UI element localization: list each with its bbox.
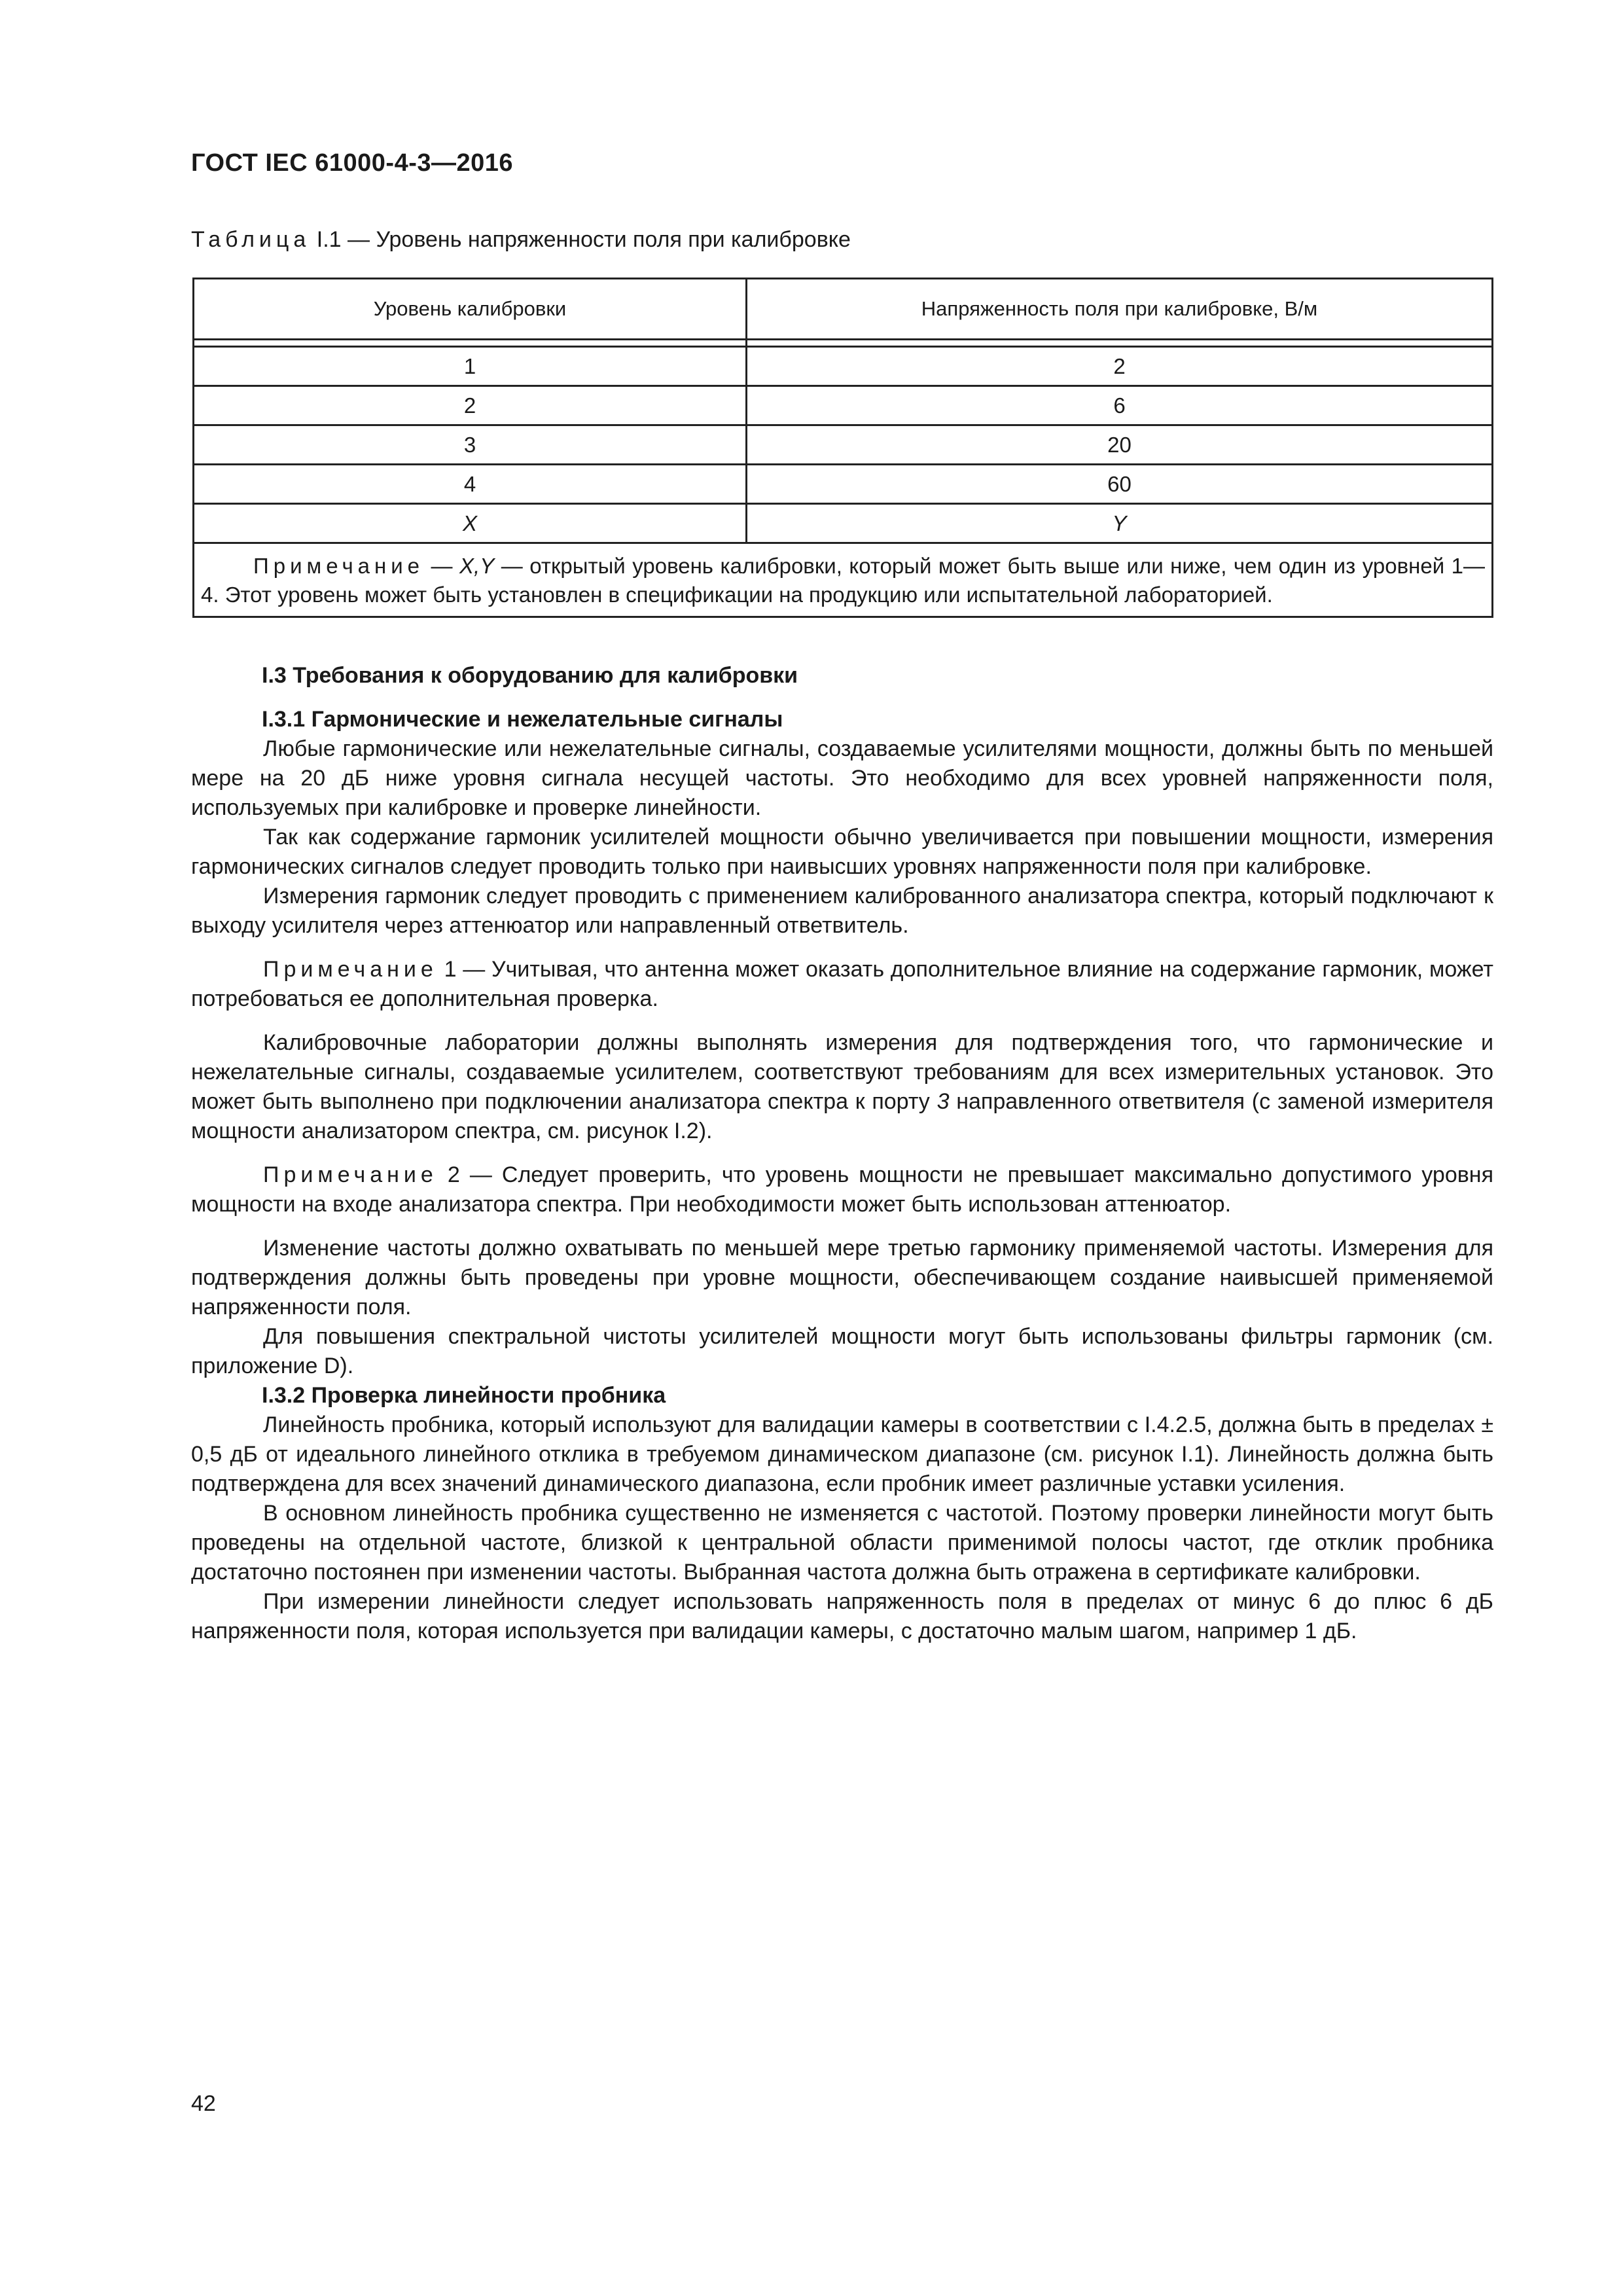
table-cell-level: 3: [194, 425, 747, 465]
page-number: 42: [191, 2091, 216, 2116]
table-cell-field: Y: [747, 504, 1493, 543]
subsection-heading: I.3.1 Гармонические и нежелательные сигналы: [262, 707, 783, 732]
calibration-level-table: [192, 278, 1493, 618]
table-caption-word: Таблица: [191, 227, 311, 252]
table-row: [194, 425, 1493, 465]
table-cell-field: 60: [747, 465, 1493, 504]
table-cell-level: 1: [194, 347, 747, 386]
paragraph: При измерении линейности следует использовать напряженность поля в пределах от минус 6 до плюс 6 дБ напряженности поля, которая используется при валидации камеры, с достаточно малым шагом, например 1 дБ.: [191, 1589, 1493, 1643]
note-paragraph: Примечание 1 — Учитывая, что антенна может оказать дополнительное влияние на содержание гармоник, может потребоваться ее дополнительная проверка.: [191, 957, 1493, 1011]
table-caption: [191, 227, 851, 253]
table-cell-level: 4: [194, 465, 747, 504]
paragraph: Так как содержание гармоник усилителей мощности обычно увеличивается при повышении мощности, измерения гармонических сигналов следует проводить только при наивысших уровнях напряженности поля при калибровке.: [191, 825, 1493, 879]
paragraph: Изменение частоты должно охватывать по меньшей мере третью гармонику применяемой частоты. Измерения для подтверждения должны быть проведены при уровне мощности, обеспечивающем создание наивысшей применяемой напряженности поля.: [191, 1236, 1493, 1319]
table-row: [194, 465, 1493, 504]
paragraph: В основном линейность пробника существенно не изменяется с частотой. Поэтому проверки линейности могут быть проведены на отдельной частоте, близкой к центральной области применимой полосы частот, где отклик пробника достаточно постоянен при изменении частоты. Выбранная частота должна быть отражена в сертификате калибровки.: [191, 1501, 1493, 1585]
column-header-field-strength: Напряженность поля при калибровке, В/м: [747, 279, 1493, 340]
paragraph: Калибровочные лаборатории должны выполнять измерения для подтверждения того, что гармонические и нежелательные сигналы, создаваемые усилителем, соответствуют требованиям для всех измерительных установок. Это может быть выполнено при подключении анализатора спектра к порту 3 направленного ответвителя (с заменой измерителя мощности анализатором спектра, см. рисунок I.2).: [191, 1030, 1494, 1143]
column-header-level: Уровень калибровки: [194, 279, 747, 340]
table-note: Примечание — X,Y — открытый уровень калибровки, который может быть выше или ниже, чем один из уровней 1—4. Этот уровень может быть установлен в спецификации на продукцию или испытательной лабораторией.: [194, 543, 1493, 617]
table-cell-field: 2: [747, 347, 1493, 386]
table-cell-field: 20: [747, 425, 1493, 465]
section-body: [191, 661, 1493, 1646]
paragraph: Линейность пробника, который используют для валидации камеры в соответствии с I.4.2.5, должна быть в пределах ± 0,5 дБ от идеального линейного отклика в требуемом динамическом диапазоне (см. рисунок I.1). Линейность должна быть подтверждена для всех значений динамического диапазона, если пробник имеет различные уставки усиления.: [191, 1412, 1493, 1496]
table-cell-level: X: [194, 504, 747, 543]
paragraph: Измерения гармоник следует проводить с применением калиброванного анализатора спектра, который подключают к выходу усилителя через аттенюатор или направленный ответвитель.: [191, 884, 1493, 938]
table-caption-title: I.1 — Уровень напряженности поля при калибровке: [310, 227, 851, 252]
table-row: [194, 504, 1493, 543]
subsection-heading: I.3.2 Проверка линейности пробника: [262, 1383, 666, 1408]
table-cell-field: 6: [747, 386, 1493, 425]
paragraph: Для повышения спектральной чистоты усилителей мощности могут быть использованы фильтры гармоник (см. приложение D).: [191, 1324, 1493, 1378]
paragraph: Любые гармонические или нежелательные сигналы, создаваемые усилителями мощности, должны быть по меньшей мере на 20 дБ ниже уровня сигнала несущей частоты. Это необходимо для всех уровней напряженности поля, используемых при калибровке и проверке линейности.: [191, 736, 1493, 820]
table-row: [194, 347, 1493, 386]
table-cell-level: 2: [194, 386, 747, 425]
section-heading: I.3 Требования к оборудованию для калибровки: [262, 663, 798, 688]
note-paragraph: Примечание 2 — Следует проверить, что уровень мощности не превышает максимально допустимого уровня мощности на входе анализатора спектра. При необходимости может быть использован аттенюатор.: [191, 1162, 1493, 1217]
table-row: [194, 386, 1493, 425]
document-id-header: ГОСТ IEC 61000-4-3—2016: [191, 149, 514, 177]
